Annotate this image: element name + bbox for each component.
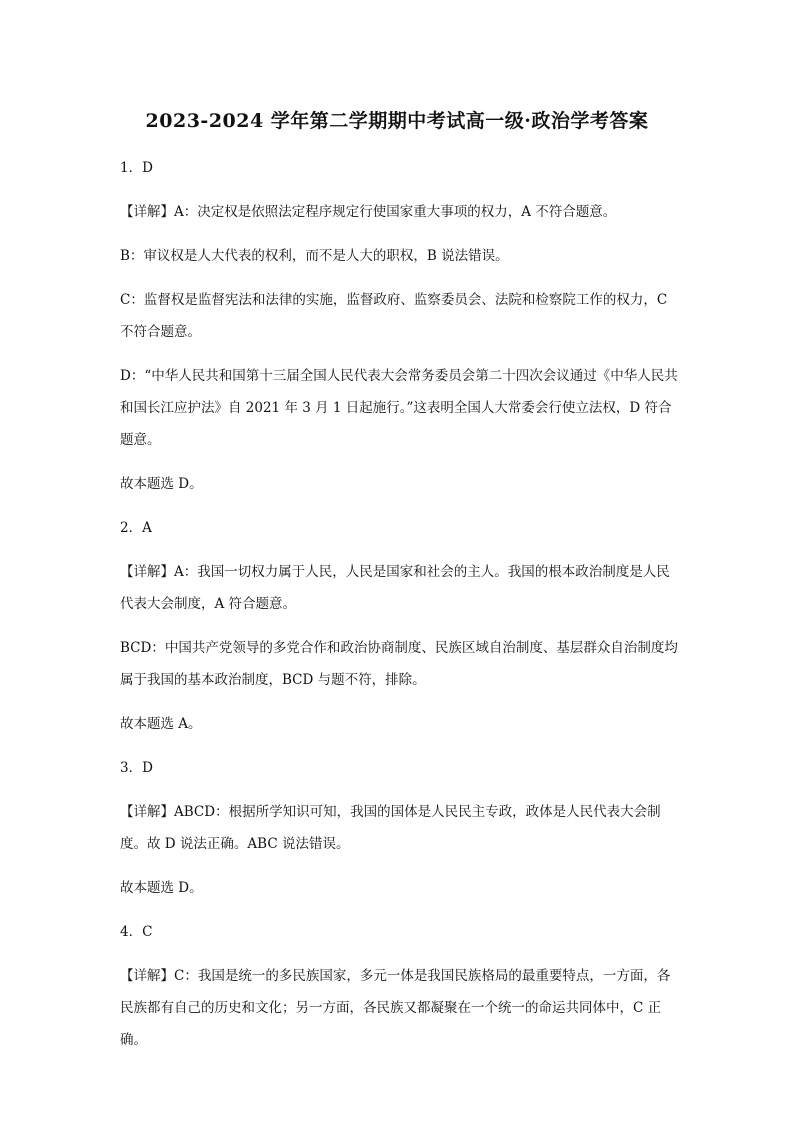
answer-paragraph: 故本题选 A。 [120,716,202,732]
answer-paragraph: 【详解】C：我国是统一的多民族国家，多元一体是我国民族格局的最重要特点，一方面，各民族都有自己的历史和文化；另一方面，各民族又都凝聚在一个统一的命运共同体中，C 正确。 [120,968,671,1048]
answer-paragraph: BCD：中国共产党领导的多党合作和政治协商制度、民族区域自治制度、基层群众自治制度均属于我国的基本政治制度，BCD 与题不符，排除。 [120,640,678,688]
answer-paragraph: D：“中华人民共和国第十三届全国人民代表大会常务委员会第二十四次会议通过《中华人民共和国长江应护法》自 2021 年 3 月 1 日起施行。”这表明全国人大常委会行使立法权，D 符合题意。 [120,368,678,448]
question-number: 4．C [120,924,153,940]
answer-paragraph: C：监督权是监督宪法和法律的实施，监督政府、监察委员会、法院和检察院工作的权力，C 不符合题意。 [120,292,668,340]
answer-content [120,152,680,1068]
question-block-4 [120,916,680,1056]
answer-paragraph: 【详解】A：决定权是依照法定程序规定行使国家重大事项的权力，A 不符合题意。 [120,204,617,220]
question-block-3 [120,752,680,904]
answer-paragraph: 故本题选 D。 [120,880,203,896]
answer-paragraph: B：审议权是人大代表的权利，而不是人大的职权，B 说法错误。 [120,248,509,264]
question-number: 1．D [120,160,153,176]
question-number: 2．A [120,520,152,536]
question-number: 3．D [120,760,153,776]
answer-paragraph: 【详解】ABCD：根据所学知识可知，我国的国体是人民民主专政，政体是人民代表大会制度。故 D 说法正确。ABC 说法错误。 [120,804,661,852]
document-title: 2023-2024 学年第二学期期中考试高一级·政治学考答案 [145,110,649,132]
question-block-1 [120,152,680,500]
answer-paragraph: 【详解】A：我国一切权力属于人民，人民是国家和社会的主人。我国的根本政治制度是人民代表大会制度，A 符合题意。 [120,564,670,612]
answer-paragraph: 故本题选 D。 [120,476,203,492]
question-block-2 [120,512,680,740]
